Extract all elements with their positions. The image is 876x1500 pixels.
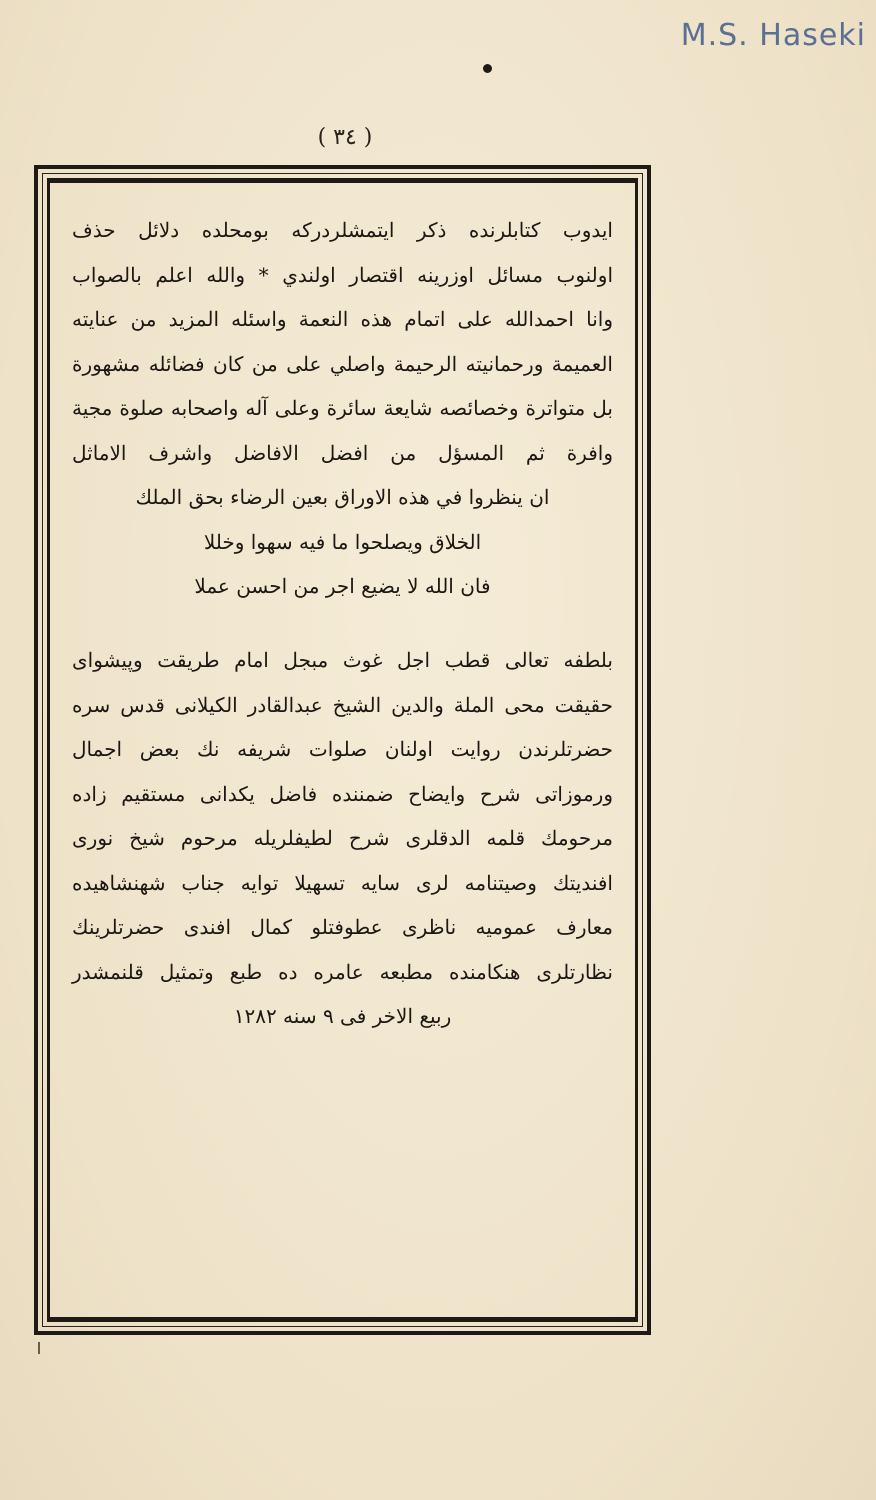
text-line: بل متواترة وخصائصه شايعة سائرة وعلى آله واصحابه صلوة مجية [72, 396, 613, 420]
text-line: الخلاق ويصلحوا ما فيه سهوا وخللا [203, 529, 482, 554]
text-frame [34, 165, 651, 1335]
page-edge-mark [38, 1342, 40, 1354]
paragraph-colophon [72, 638, 613, 1039]
handwritten-annotation: M.S. Haseki [680, 18, 866, 53]
text-line: فان الله لا يضيع اجر من احسن عملا [194, 574, 491, 598]
text-line: حضرتلرندن روايت اولنان صلوات شريفه نك بعض اجمال [72, 737, 613, 761]
text-frame-inner [42, 173, 643, 1327]
text-line: ان ينظروا في هذه الاوراق بعين الرضاء بحق الملك [135, 485, 550, 509]
text-line: ورموزاتى شرح وايضاح ضمننده فاضل يكدانى مستقيم زاده [72, 781, 613, 806]
page-number: ( ٣٤ ) [317, 125, 373, 150]
ink-dot [483, 64, 492, 73]
colophon-date: ربيع الاخر فى ٩ سنه ١٢٨٢ [233, 1004, 452, 1028]
text-line: افنديتك وصيتنامه لرى سايه تسهيلا توايه جناب شهنشاهيده [72, 870, 613, 895]
text-line: وافرة ثم المسؤل من افضل الافاضل واشرف الاماثل [72, 440, 613, 465]
text-line: معارف عموميه ناظرى عطوفتلو كمال افندى حضرتلرينك [72, 915, 613, 939]
text-frame-content [47, 178, 638, 1322]
text-line: اولنوب مسائل اوزرينه اقتصار اولندي * والله اعلم بالصواب [72, 262, 613, 287]
text-line: ايدوب كتابلرنده ذكر ايتمشلردركه بومحلده دلائل حذف [72, 218, 613, 242]
text-line: وانا احمدالله على اتمام هذه النعمة واسئله المزيد من عنايته [72, 307, 613, 331]
text-line: مرحومك قلمه الدقلرى شرح لطيفلريله مرحوم شيخ نورى [72, 826, 613, 850]
text-line: حقيقت محى الملة والدين الشيخ عبدالقادر الكيلانى قدس سره [72, 692, 613, 717]
text-line: نظارتلرى هنكامنده مطبعه عامره ده طبع وتمثيل قلنمشدر [72, 959, 613, 984]
text-line: العميمة ورحمانيته الرحيمة واصلي على من كان فضائله مشهورة [72, 351, 613, 376]
paragraph-closing-prayer [72, 208, 613, 609]
text-line: بلطفه تعالى قطب اجل غوث مبجل امام طريقت وپيشواى [72, 648, 613, 672]
